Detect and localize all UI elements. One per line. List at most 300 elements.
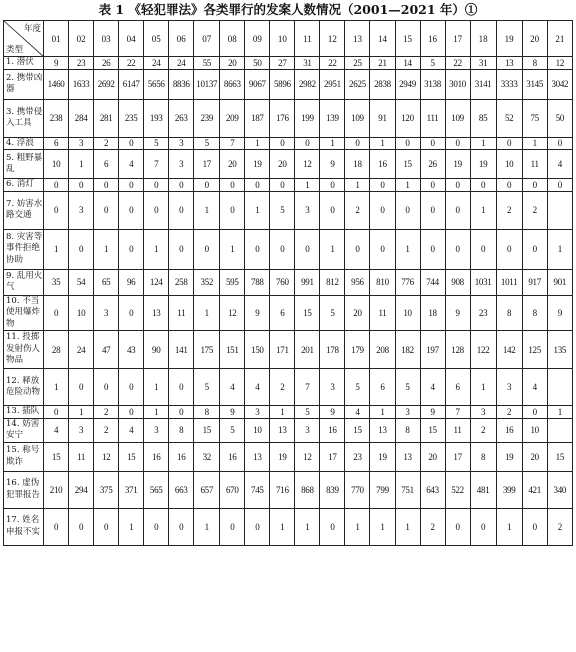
value-cell: 199 [295, 99, 320, 137]
value-cell: 109 [445, 99, 470, 137]
value-cell: 0 [94, 191, 119, 229]
value-cell: 90 [144, 331, 169, 369]
value-cell: 663 [169, 471, 194, 508]
value-cell: 1011 [496, 269, 522, 295]
value-cell: 5 [144, 137, 169, 150]
value-cell: 238 [44, 99, 69, 137]
value-cell: 799 [370, 471, 395, 508]
value-cell: 0 [194, 229, 220, 269]
value-cell: 142 [496, 331, 522, 369]
value-cell: 5896 [270, 69, 295, 99]
value-cell: 0 [119, 179, 144, 192]
value-cell: 1 [547, 229, 572, 269]
value-cell: 13 [370, 418, 395, 442]
value-cell: 1 [470, 369, 496, 406]
value-cell: 9067 [245, 69, 270, 99]
value-cell: 23 [345, 442, 370, 471]
value-cell: 0 [320, 508, 345, 545]
row-category-label: 13. 插队 [4, 406, 44, 419]
value-cell: 179 [345, 331, 370, 369]
value-cell: 239 [194, 99, 220, 137]
value-cell: 2 [522, 191, 547, 229]
value-cell: 1 [270, 406, 295, 419]
value-cell: 1 [144, 406, 169, 419]
value-cell: 1 [395, 508, 420, 545]
table-row [4, 471, 573, 508]
corner-type-label: 类型 [6, 45, 24, 55]
row-category-label: 6. 消灯 [4, 179, 44, 192]
value-cell: 1 [470, 137, 496, 150]
value-cell: 4 [220, 369, 245, 406]
value-cell: 141 [169, 331, 194, 369]
value-cell: 2 [496, 191, 522, 229]
value-cell: 8 [194, 406, 220, 419]
year-header-cell: 09 [245, 21, 270, 57]
value-cell: 25 [345, 57, 370, 70]
value-cell: 0 [119, 406, 144, 419]
row-category-label: 8. 灾害等事件拒绝协助 [4, 229, 44, 269]
value-cell: 0 [445, 179, 470, 192]
value-cell: 2 [345, 191, 370, 229]
value-cell: 16 [496, 418, 522, 442]
value-cell: 770 [345, 471, 370, 508]
value-cell: 2949 [395, 69, 420, 99]
value-cell: 8 [522, 57, 547, 70]
year-header-cell: 02 [69, 21, 94, 57]
value-cell: 956 [345, 269, 370, 295]
value-cell: 4 [547, 150, 572, 179]
value-cell: 0 [295, 229, 320, 269]
table-caption: 表 1 《轻犯罪法》各类罪行的发案人数情况（2001—2021 年）① [98, 2, 478, 17]
value-cell: 0 [94, 508, 119, 545]
value-cell: 0 [69, 179, 94, 192]
table-row [4, 57, 573, 70]
value-cell: 0 [245, 508, 270, 545]
value-cell: 3 [320, 369, 345, 406]
value-cell: 7 [144, 150, 169, 179]
value-cell: 4 [44, 418, 69, 442]
value-cell: 2951 [320, 69, 345, 99]
value-cell: 3 [295, 418, 320, 442]
value-cell: 1031 [470, 269, 496, 295]
value-cell: 15 [295, 295, 320, 331]
value-cell: 23 [69, 57, 94, 70]
value-cell: 16 [370, 150, 395, 179]
value-cell: 3 [169, 137, 194, 150]
value-cell: 1 [470, 191, 496, 229]
value-cell [547, 369, 572, 406]
value-cell: 3141 [470, 69, 496, 99]
year-header-cell: 06 [169, 21, 194, 57]
value-cell: 19 [370, 442, 395, 471]
corner-year-label: 年度 [24, 24, 42, 34]
value-cell: 19 [445, 150, 470, 179]
value-cell: 0 [395, 137, 420, 150]
value-cell: 258 [169, 269, 194, 295]
value-cell: 284 [69, 99, 94, 137]
value-cell: 176 [270, 99, 295, 137]
value-cell: 5 [345, 369, 370, 406]
value-cell: 0 [169, 508, 194, 545]
value-cell: 0 [169, 369, 194, 406]
value-cell: 5 [320, 295, 345, 331]
year-header-cell: 10 [270, 21, 295, 57]
value-cell: 0 [370, 229, 395, 269]
value-cell: 8 [395, 418, 420, 442]
value-cell: 13 [496, 57, 522, 70]
value-cell: 1460 [44, 69, 69, 99]
value-cell: 135 [547, 331, 572, 369]
row-category-label: 5. 粗野暴乱 [4, 150, 44, 179]
value-cell: 0 [420, 137, 445, 150]
value-cell: 10 [395, 295, 420, 331]
value-cell: 27 [270, 57, 295, 70]
row-category-label: 4. 浮浪 [4, 137, 44, 150]
value-cell: 0 [220, 508, 245, 545]
value-cell [547, 418, 572, 442]
value-cell: 55 [194, 57, 220, 70]
value-cell: 65 [94, 269, 119, 295]
value-cell: 15 [345, 418, 370, 442]
value-cell: 10137 [194, 69, 220, 99]
row-category-label: 1. 潜伏 [4, 57, 44, 70]
value-cell: 12 [295, 442, 320, 471]
value-cell: 3 [94, 295, 119, 331]
value-cell: 0 [119, 369, 144, 406]
value-cell: 9 [44, 57, 69, 70]
value-cell: 11 [169, 295, 194, 331]
value-cell: 0 [119, 229, 144, 269]
value-cell: 2 [94, 137, 119, 150]
value-cell: 31 [295, 57, 320, 70]
value-cell: 47 [94, 331, 119, 369]
value-cell: 0 [470, 508, 496, 545]
value-cell: 1 [44, 369, 69, 406]
value-cell: 5 [295, 406, 320, 419]
table-row [4, 508, 573, 545]
value-cell: 16 [169, 442, 194, 471]
value-cell: 0 [69, 369, 94, 406]
value-cell: 151 [220, 331, 245, 369]
value-cell: 281 [94, 99, 119, 137]
value-cell: 0 [194, 179, 220, 192]
row-category-label: 15. 称号欺诈 [4, 442, 44, 471]
year-header-cell: 19 [496, 21, 522, 57]
value-cell: 0 [522, 508, 547, 545]
value-cell: 8 [522, 295, 547, 331]
value-cell: 0 [420, 179, 445, 192]
value-cell: 20 [420, 442, 445, 471]
value-cell: 0 [345, 229, 370, 269]
value-cell: 122 [470, 331, 496, 369]
value-cell [547, 191, 572, 229]
value-cell: 18 [420, 295, 445, 331]
value-cell: 15 [44, 442, 69, 471]
value-cell: 2 [94, 418, 119, 442]
value-cell: 20 [270, 150, 295, 179]
year-header-cell: 08 [220, 21, 245, 57]
value-cell: 1 [220, 229, 245, 269]
value-cell: 0 [547, 137, 572, 150]
value-cell: 2 [547, 508, 572, 545]
year-header-cell: 17 [445, 21, 470, 57]
value-cell: 0 [522, 179, 547, 192]
table-row [4, 191, 573, 229]
value-cell: 716 [270, 471, 295, 508]
year-header-cell: 20 [522, 21, 547, 57]
value-cell: 3 [470, 406, 496, 419]
value-cell: 17 [320, 442, 345, 471]
value-cell: 0 [445, 508, 470, 545]
value-cell: 0 [94, 369, 119, 406]
value-cell: 17 [194, 150, 220, 179]
value-cell: 0 [119, 137, 144, 150]
value-cell: 1 [69, 150, 94, 179]
year-header-cell: 14 [370, 21, 395, 57]
value-cell: 670 [220, 471, 245, 508]
value-cell: 0 [496, 229, 522, 269]
value-cell: 744 [420, 269, 445, 295]
value-cell: 201 [295, 331, 320, 369]
table-row [4, 295, 573, 331]
value-cell: 0 [522, 229, 547, 269]
value-cell: 0 [420, 229, 445, 269]
year-header-cell: 03 [94, 21, 119, 57]
value-cell: 0 [94, 179, 119, 192]
value-cell: 0 [547, 179, 572, 192]
value-cell: 24 [169, 57, 194, 70]
value-cell: 1 [547, 406, 572, 419]
corner-header-cell [4, 21, 44, 57]
value-cell: 12 [220, 295, 245, 331]
value-cell: 150 [245, 331, 270, 369]
value-cell: 2 [420, 508, 445, 545]
table-row [4, 269, 573, 295]
value-cell: 3 [169, 150, 194, 179]
row-category-label: 10. 不当使用爆炸物 [4, 295, 44, 331]
table-row [4, 137, 573, 150]
value-cell: 1 [119, 508, 144, 545]
value-cell: 16 [220, 442, 245, 471]
value-cell: 0 [220, 191, 245, 229]
value-cell: 788 [245, 269, 270, 295]
value-cell: 13 [395, 442, 420, 471]
value-cell: 263 [169, 99, 194, 137]
value-cell: 9 [320, 150, 345, 179]
value-cell: 0 [69, 508, 94, 545]
value-cell: 0 [44, 406, 69, 419]
value-cell: 10 [522, 418, 547, 442]
value-cell: 4 [345, 406, 370, 419]
row-category-label: 16. 虚伪犯罪报告 [4, 471, 44, 508]
value-cell: 0 [169, 179, 194, 192]
value-cell: 2 [94, 406, 119, 419]
value-cell: 751 [395, 471, 420, 508]
value-cell: 810 [370, 269, 395, 295]
value-cell: 75 [522, 99, 547, 137]
value-cell: 565 [144, 471, 169, 508]
value-cell: 208 [370, 331, 395, 369]
value-cell: 0 [320, 191, 345, 229]
value-cell: 11 [522, 150, 547, 179]
table-row [4, 369, 573, 406]
value-cell: 18 [345, 150, 370, 179]
value-cell: 595 [220, 269, 245, 295]
value-cell: 19 [245, 150, 270, 179]
value-cell: 20 [220, 57, 245, 70]
value-cell: 8 [496, 295, 522, 331]
value-cell: 2625 [345, 69, 370, 99]
value-cell: 91 [370, 99, 395, 137]
value-cell: 908 [445, 269, 470, 295]
value-cell: 1 [345, 179, 370, 192]
value-cell: 9 [245, 295, 270, 331]
value-cell: 139 [320, 99, 345, 137]
value-cell: 0 [395, 191, 420, 229]
year-header-cell: 12 [320, 21, 345, 57]
value-cell: 13 [270, 418, 295, 442]
value-cell: 0 [496, 137, 522, 150]
value-cell: 10 [69, 295, 94, 331]
year-header-cell: 11 [295, 21, 320, 57]
value-cell: 0 [144, 191, 169, 229]
value-cell: 11 [445, 418, 470, 442]
value-cell: 50 [547, 99, 572, 137]
value-cell: 125 [522, 331, 547, 369]
value-cell: 1 [370, 508, 395, 545]
value-cell: 1 [345, 508, 370, 545]
value-cell: 9 [420, 406, 445, 419]
table-row [4, 69, 573, 99]
table-row [4, 229, 573, 269]
value-cell: 28 [44, 331, 69, 369]
value-cell: 294 [69, 471, 94, 508]
value-cell: 20 [522, 442, 547, 471]
value-cell: 0 [144, 179, 169, 192]
value-cell: 0 [470, 229, 496, 269]
value-cell: 9 [220, 406, 245, 419]
table-row [4, 418, 573, 442]
value-cell: 16 [144, 442, 169, 471]
value-cell: 15 [194, 418, 220, 442]
value-cell: 2 [270, 369, 295, 406]
year-header-cell: 21 [547, 21, 572, 57]
value-cell: 3042 [547, 69, 572, 99]
table-body [4, 57, 573, 546]
value-cell: 1 [395, 179, 420, 192]
year-header-cell: 01 [44, 21, 69, 57]
value-cell: 0 [445, 191, 470, 229]
value-cell: 52 [496, 99, 522, 137]
value-cell: 3 [395, 406, 420, 419]
value-cell: 0 [270, 137, 295, 150]
row-category-label: 2. 携带凶器 [4, 69, 44, 99]
value-cell: 0 [420, 191, 445, 229]
value-cell: 0 [169, 229, 194, 269]
value-cell: 10 [245, 418, 270, 442]
value-cell: 3 [69, 137, 94, 150]
value-cell: 24 [144, 57, 169, 70]
value-cell: 8 [169, 418, 194, 442]
value-cell: 8836 [169, 69, 194, 99]
value-cell: 9 [445, 295, 470, 331]
value-cell: 182 [395, 331, 420, 369]
value-cell: 5656 [144, 69, 169, 99]
value-cell: 54 [69, 269, 94, 295]
year-header-cell: 05 [144, 21, 169, 57]
value-cell: 175 [194, 331, 220, 369]
year-header-cell: 15 [395, 21, 420, 57]
value-cell: 5 [420, 57, 445, 70]
value-cell: 1 [144, 369, 169, 406]
value-cell: 19 [496, 442, 522, 471]
table-row [4, 331, 573, 369]
value-cell: 352 [194, 269, 220, 295]
value-cell: 171 [270, 331, 295, 369]
value-cell: 24 [69, 331, 94, 369]
value-cell: 0 [44, 191, 69, 229]
value-cell: 31 [470, 57, 496, 70]
value-cell: 4 [522, 369, 547, 406]
value-cell: 1 [144, 229, 169, 269]
value-cell: 0 [345, 137, 370, 150]
value-cell: 375 [94, 471, 119, 508]
year-header-cell: 07 [194, 21, 220, 57]
value-cell: 371 [119, 471, 144, 508]
value-cell: 21 [370, 57, 395, 70]
year-header-cell: 04 [119, 21, 144, 57]
value-cell: 901 [547, 269, 572, 295]
value-cell: 760 [270, 269, 295, 295]
value-cell: 1 [395, 229, 420, 269]
value-cell: 3333 [496, 69, 522, 99]
row-category-label: 9. 乱用火气 [4, 269, 44, 295]
value-cell: 23 [470, 295, 496, 331]
value-cell: 9 [547, 295, 572, 331]
value-cell: 6 [445, 369, 470, 406]
value-cell: 3010 [445, 69, 470, 99]
value-cell: 3145 [522, 69, 547, 99]
value-cell: 10 [496, 150, 522, 179]
row-category-label: 11. 投掷发射伤人物品 [4, 331, 44, 369]
value-cell: 50 [245, 57, 270, 70]
value-cell: 16 [320, 418, 345, 442]
value-cell: 5 [220, 418, 245, 442]
value-cell: 2 [496, 406, 522, 419]
row-category-label: 17. 姓名申报不实 [4, 508, 44, 545]
table-row [4, 150, 573, 179]
value-cell: 15 [119, 442, 144, 471]
value-cell: 0 [320, 179, 345, 192]
value-cell: 35 [44, 269, 69, 295]
value-cell: 0 [445, 229, 470, 269]
value-cell: 0 [270, 229, 295, 269]
value-cell: 0 [119, 191, 144, 229]
value-cell: 7 [220, 137, 245, 150]
value-cell: 2838 [370, 69, 395, 99]
value-cell: 0 [169, 191, 194, 229]
value-cell: 3138 [420, 69, 445, 99]
value-cell: 1 [194, 295, 220, 331]
header-row [4, 21, 573, 57]
value-cell: 0 [44, 295, 69, 331]
value-cell: 991 [295, 269, 320, 295]
value-cell: 0 [445, 137, 470, 150]
value-cell: 13 [144, 295, 169, 331]
value-cell: 193 [144, 99, 169, 137]
value-cell: 6147 [119, 69, 144, 99]
value-cell: 111 [420, 99, 445, 137]
